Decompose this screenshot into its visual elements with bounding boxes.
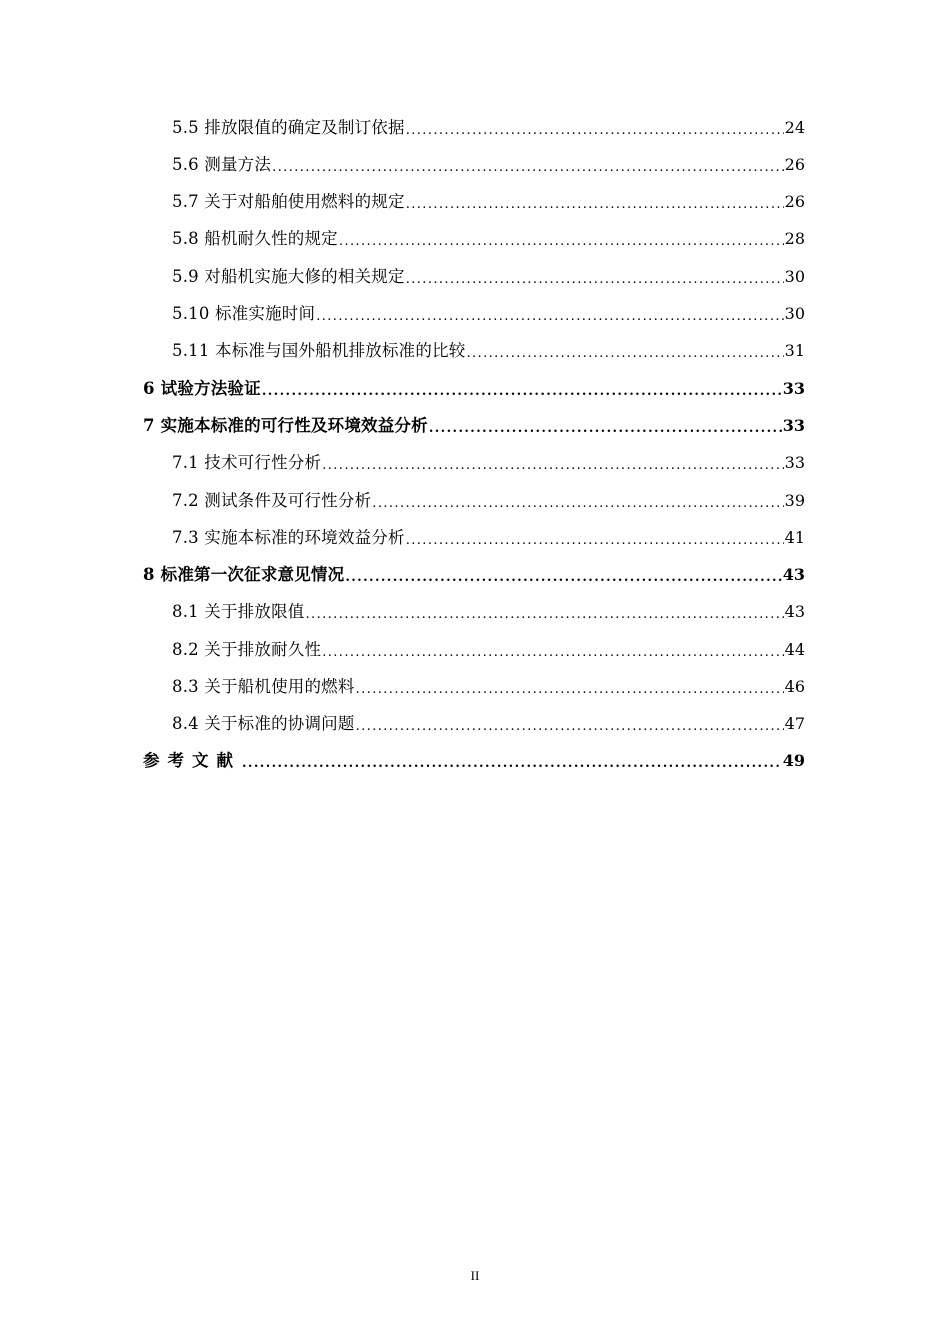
toc-entry-title: 8.1 关于排放限值 (172, 602, 305, 621)
toc-entry-7-1[interactable] (172, 451, 805, 475)
toc-leader-dots (322, 638, 783, 662)
toc-entry-page: 31 (784, 341, 805, 360)
toc-entry-page: 30 (784, 267, 805, 286)
toc-entry-title: 5.10 标准实施时间 (172, 304, 316, 323)
toc-entry-8-1[interactable] (172, 600, 805, 624)
toc-leader-dots (356, 675, 784, 699)
toc-entry-title: 5.6 测量方法 (172, 155, 272, 174)
toc-leader-dots (429, 414, 782, 438)
toc-entry-7-3[interactable] (172, 526, 805, 550)
toc-entry-title: 5.5 排放限值的确定及制订依据 (172, 118, 405, 137)
toc-entry-page: 39 (784, 491, 805, 510)
toc-leader-dots (316, 302, 783, 326)
toc-leader-dots (356, 712, 784, 736)
toc-leader-dots (466, 339, 783, 363)
toc-leader-dots (345, 563, 781, 587)
toc-entry-5-6[interactable] (172, 153, 805, 177)
toc-entry-7-2[interactable] (172, 489, 805, 513)
toc-entry-page: 28 (784, 229, 805, 248)
toc-entry-5-11[interactable] (172, 339, 805, 363)
toc-entry-page: 26 (784, 155, 805, 174)
page-number: II (470, 1268, 480, 1283)
toc-entry-title: 7.3 实施本标准的环境效益分析 (172, 528, 405, 547)
toc-entry-8-4[interactable] (172, 712, 805, 736)
toc-entry-title: 6 试验方法验证 (143, 379, 261, 398)
toc-entry-5-8[interactable] (172, 227, 805, 251)
toc-entry-title: 参考文献 (143, 751, 241, 770)
toc-entry-page: 49 (782, 751, 805, 770)
toc-leader-dots (242, 749, 782, 773)
toc-entry-references[interactable] (143, 749, 805, 773)
toc-entry-8[interactable] (143, 563, 805, 587)
toc-entry-title: 5.8 船机耐久性的规定 (172, 229, 338, 248)
toc-entry-title: 5.7 关于对船舶使用燃料的规定 (172, 192, 405, 211)
toc-entry-page: 26 (784, 192, 805, 211)
toc-entry-5-9[interactable] (172, 265, 805, 289)
toc-entry-title: 5.9 对船机实施大修的相关规定 (172, 267, 405, 286)
toc-entry-page: 33 (782, 416, 805, 435)
toc-entry-5-5[interactable] (172, 116, 805, 140)
toc-leader-dots (406, 116, 784, 140)
toc-entry-title: 8.2 关于排放耐久性 (172, 640, 322, 659)
toc-entry-title: 8.3 关于船机使用的燃料 (172, 677, 355, 696)
toc-entry-title: 8.4 关于标准的协调问题 (172, 714, 355, 733)
toc-entry-page: 33 (784, 453, 805, 472)
toc-leader-dots (372, 489, 783, 513)
toc-entry-6[interactable] (143, 377, 805, 401)
toc-leader-dots (272, 153, 784, 177)
toc-leader-dots (262, 377, 782, 401)
toc-entry-page: 43 (782, 565, 805, 584)
toc-entry-8-2[interactable] (172, 638, 805, 662)
toc-entry-title: 5.11 本标准与国外船机排放标准的比较 (172, 341, 466, 360)
toc-leader-dots (406, 526, 784, 550)
toc-entry-page: 30 (784, 304, 805, 323)
toc-entry-title: 7.1 技术可行性分析 (172, 453, 322, 472)
toc-leader-dots (339, 227, 784, 251)
toc-entry-page: 46 (784, 677, 805, 696)
toc-leader-dots (406, 190, 784, 214)
toc-leader-dots (322, 451, 783, 475)
toc-leader-dots (406, 265, 784, 289)
toc-entry-page: 47 (784, 714, 805, 733)
toc-entry-title: 7 实施本标准的可行性及环境效益分析 (143, 416, 428, 435)
toc-entry-page: 41 (784, 528, 805, 547)
toc-entry-title: 8 标准第一次征求意见情况 (143, 565, 345, 584)
toc-entry-page: 24 (784, 118, 805, 137)
toc-entry-7[interactable] (143, 414, 805, 438)
toc-entry-page: 43 (784, 602, 805, 621)
toc-entry-page: 33 (782, 379, 805, 398)
toc-entry-5-7[interactable] (172, 190, 805, 214)
toc-entry-title: 7.2 测试条件及可行性分析 (172, 491, 372, 510)
toc-entry-8-3[interactable] (172, 675, 805, 699)
toc-entry-page: 44 (784, 640, 805, 659)
toc-leader-dots (306, 600, 784, 624)
toc-entry-5-10[interactable] (172, 302, 805, 326)
